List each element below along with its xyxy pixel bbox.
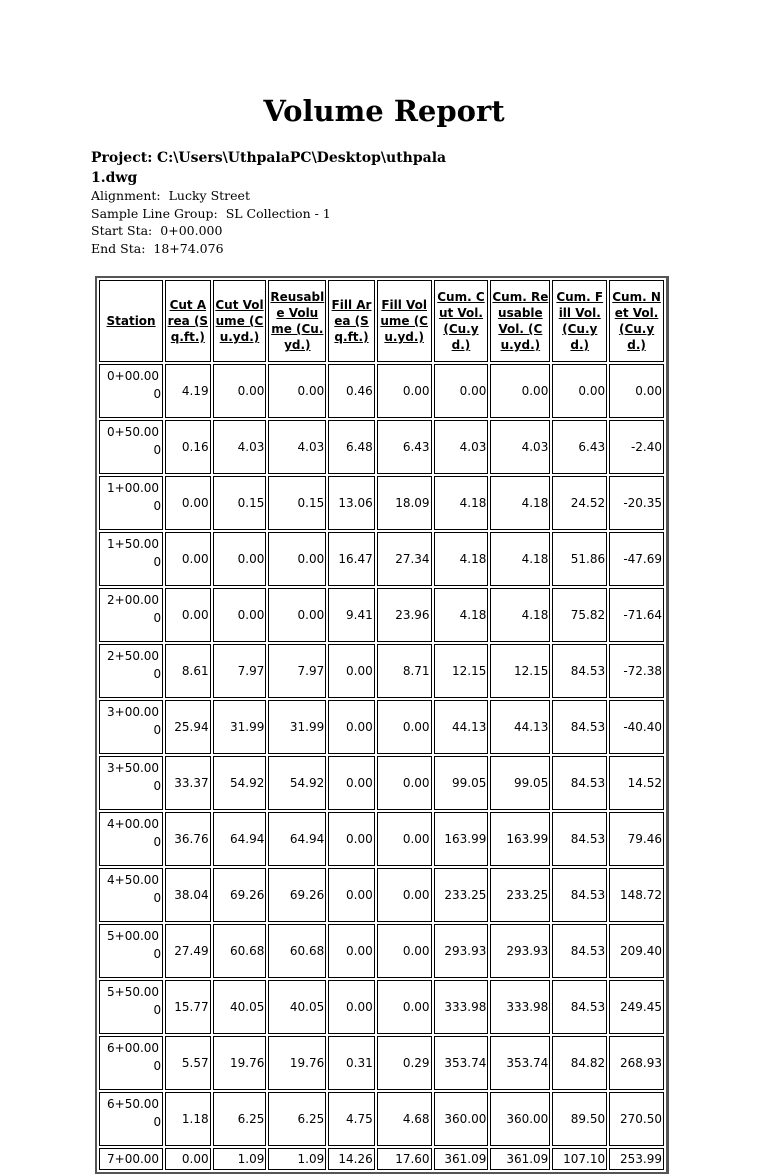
cum-reusable-vol-cell: 4.03 — [490, 420, 550, 474]
cut-area-cell: 4.19 — [165, 364, 210, 418]
reusable-volume-cell: 64.94 — [268, 812, 326, 866]
project-line-continued — [91, 168, 451, 188]
volume-table-frame — [95, 276, 669, 1174]
cum-net-vol-cell: 270.50 — [609, 1092, 664, 1146]
station-cell — [99, 700, 163, 754]
cum-reusable-vol-cell: 0.00 — [490, 364, 550, 418]
table-body — [99, 364, 664, 1170]
cum-cut-vol-cell: 44.13 — [434, 700, 489, 754]
cum-net-vol-cell: 14.52 — [609, 756, 664, 810]
fill-volume-cell: 6.43 — [377, 420, 432, 474]
station-value: 6+50.00 — [107, 1097, 160, 1111]
sample-line-group-label: Sample Line Group: — [91, 206, 218, 221]
station-value: 7+00.00 — [107, 1152, 160, 1166]
fill-area-cell: 9.41 — [328, 588, 375, 642]
alignment-label: Alignment: — [91, 188, 161, 203]
cum-net-vol-cell: -20.35 — [609, 476, 664, 530]
cut-area-cell: 0.00 — [165, 1148, 210, 1170]
cut-volume-cell: 0.00 — [213, 588, 267, 642]
cum-net-vol-cell: 0.00 — [609, 364, 664, 418]
cum-cut-vol-cell: 361.09 — [434, 1148, 489, 1170]
reusable-volume-cell: 1.09 — [268, 1148, 326, 1170]
cut-area-cell: 5.57 — [165, 1036, 210, 1090]
cum-reusable-vol-cell: 44.13 — [490, 700, 550, 754]
station-cell — [99, 924, 163, 978]
station-value-continued: 0 — [153, 667, 162, 681]
table-row — [99, 476, 664, 530]
cum-net-vol-cell: 79.46 — [609, 812, 664, 866]
station-value-continued: 0 — [153, 947, 162, 961]
fill-volume-cell: 4.68 — [377, 1092, 432, 1146]
table-row — [99, 1148, 664, 1170]
fill-area-cell: 14.26 — [328, 1148, 375, 1170]
cum-reusable-vol-cell: 4.18 — [490, 532, 550, 586]
report-title: Volume Report — [263, 94, 505, 128]
cum-reusable-vol-cell: 293.93 — [490, 924, 550, 978]
cum-net-vol-cell: -40.40 — [609, 700, 664, 754]
cum-cut-vol-cell: 353.74 — [434, 1036, 489, 1090]
start-station-line — [91, 222, 222, 240]
table-row — [99, 700, 664, 754]
reusable-volume-cell: 54.92 — [268, 756, 326, 810]
table-row — [99, 980, 664, 1034]
cum-fill-vol-cell: 89.50 — [552, 1092, 607, 1146]
column-header-station: Station — [99, 280, 163, 362]
cut-area-cell: 0.00 — [165, 532, 210, 586]
fill-area-cell: 16.47 — [328, 532, 375, 586]
cum-fill-vol-cell: 51.86 — [552, 532, 607, 586]
alignment-line — [91, 187, 250, 205]
station-cell — [99, 420, 163, 474]
station-cell — [99, 756, 163, 810]
cum-cut-vol-cell: 360.00 — [434, 1092, 489, 1146]
cut-volume-cell: 69.26 — [213, 868, 267, 922]
column-header-reusable-volume: Reusable Volume (Cu.yd.) — [268, 280, 326, 362]
cum-cut-vol-cell: 293.93 — [434, 924, 489, 978]
station-value: 4+50.00 — [107, 873, 160, 887]
station-cell — [99, 1148, 163, 1170]
station-value-continued: 0 — [153, 611, 162, 625]
cum-net-vol-cell: 249.45 — [609, 980, 664, 1034]
end-station-label: End Sta: — [91, 241, 146, 256]
cum-reusable-vol-cell: 233.25 — [490, 868, 550, 922]
cum-reusable-vol-cell: 99.05 — [490, 756, 550, 810]
table-row — [99, 924, 664, 978]
reusable-volume-cell: 0.00 — [268, 532, 326, 586]
cum-net-vol-cell: -2.40 — [609, 420, 664, 474]
station-value: 5+50.00 — [107, 985, 160, 999]
reusable-volume-cell: 40.05 — [268, 980, 326, 1034]
cum-reusable-vol-cell: 353.74 — [490, 1036, 550, 1090]
station-value-continued: 0 — [153, 1003, 162, 1017]
cut-volume-cell: 60.68 — [213, 924, 267, 978]
cum-reusable-vol-cell: 360.00 — [490, 1092, 550, 1146]
fill-area-cell: 13.06 — [328, 476, 375, 530]
column-header-cum-net-vol: Cum. Net Vol. (Cu.yd.) — [609, 280, 664, 362]
station-value: 3+50.00 — [107, 761, 160, 775]
cum-fill-vol-cell: 84.53 — [552, 756, 607, 810]
station-value-continued: 0 — [153, 555, 162, 569]
cut-area-cell: 0.16 — [165, 420, 210, 474]
cum-fill-vol-cell: 84.53 — [552, 700, 607, 754]
station-cell — [99, 868, 163, 922]
table-row — [99, 644, 664, 698]
column-header-cut-volume: Cut Volume (Cu.yd.) — [213, 280, 267, 362]
cum-fill-vol-cell: 0.00 — [552, 364, 607, 418]
station-value: 5+00.00 — [107, 929, 160, 943]
cum-net-vol-cell: 268.93 — [609, 1036, 664, 1090]
cum-fill-vol-cell: 84.82 — [552, 1036, 607, 1090]
cut-volume-cell: 0.00 — [213, 532, 267, 586]
station-value-continued: 0 — [153, 835, 162, 849]
cum-fill-vol-cell: 6.43 — [552, 420, 607, 474]
reusable-volume-cell: 7.97 — [268, 644, 326, 698]
table-row — [99, 1092, 664, 1146]
project-line — [91, 148, 451, 168]
cum-cut-vol-cell: 4.18 — [434, 532, 489, 586]
station-value: 2+00.00 — [107, 593, 160, 607]
end-station-line — [91, 240, 224, 258]
cum-net-vol-cell: -47.69 — [609, 532, 664, 586]
fill-area-cell: 4.75 — [328, 1092, 375, 1146]
fill-area-cell: 0.00 — [328, 644, 375, 698]
station-cell — [99, 980, 163, 1034]
station-cell — [99, 364, 163, 418]
reusable-volume-cell: 0.00 — [268, 364, 326, 418]
cum-cut-vol-cell: 0.00 — [434, 364, 489, 418]
cut-area-cell: 1.18 — [165, 1092, 210, 1146]
column-header-fill-volume: Fill Volume (Cu.yd.) — [377, 280, 432, 362]
reusable-volume-cell: 0.00 — [268, 588, 326, 642]
cum-reusable-vol-cell: 12.15 — [490, 644, 550, 698]
station-value: 4+00.00 — [107, 817, 160, 831]
fill-area-cell: 0.00 — [328, 812, 375, 866]
cut-area-cell: 27.49 — [165, 924, 210, 978]
table-row — [99, 812, 664, 866]
station-value: 6+00.00 — [107, 1041, 160, 1055]
cut-area-cell: 25.94 — [165, 700, 210, 754]
cum-net-vol-cell: 148.72 — [609, 868, 664, 922]
station-value: 0+00.00 — [107, 369, 160, 383]
station-value-continued: 0 — [153, 1115, 162, 1129]
reusable-volume-cell: 19.76 — [268, 1036, 326, 1090]
fill-area-cell: 0.31 — [328, 1036, 375, 1090]
cum-fill-vol-cell: 107.10 — [552, 1148, 607, 1170]
station-cell — [99, 1092, 163, 1146]
station-value-continued: 0 — [153, 723, 162, 737]
column-header-cum-reusable-vol: Cum. Reusable Vol. (Cu.yd.) — [490, 280, 550, 362]
station-cell — [99, 1036, 163, 1090]
fill-area-cell: 6.48 — [328, 420, 375, 474]
station-value: 2+50.00 — [107, 649, 160, 663]
fill-area-cell: 0.46 — [328, 364, 375, 418]
cum-fill-vol-cell: 84.53 — [552, 644, 607, 698]
cut-volume-cell: 4.03 — [213, 420, 267, 474]
project-label: Project: — [91, 150, 153, 166]
table-row — [99, 756, 664, 810]
fill-area-cell: 0.00 — [328, 756, 375, 810]
cut-volume-cell: 40.05 — [213, 980, 267, 1034]
cut-volume-cell: 7.97 — [213, 644, 267, 698]
project-path: C:\Users\UthpalaPC\Desktop\uthpala — [157, 150, 447, 166]
station-value-continued: 0 — [153, 387, 162, 401]
column-header-cum-fill-vol: Cum. Fill Vol. (Cu.yd.) — [552, 280, 607, 362]
cum-reusable-vol-cell: 4.18 — [490, 476, 550, 530]
table-row — [99, 364, 664, 418]
fill-volume-cell: 0.00 — [377, 700, 432, 754]
fill-volume-cell: 0.00 — [377, 924, 432, 978]
fill-area-cell: 0.00 — [328, 924, 375, 978]
station-cell — [99, 532, 163, 586]
fill-volume-cell: 27.34 — [377, 532, 432, 586]
cum-cut-vol-cell: 4.18 — [434, 476, 489, 530]
table-row — [99, 868, 664, 922]
station-cell — [99, 812, 163, 866]
cut-area-cell: 38.04 — [165, 868, 210, 922]
cut-volume-cell: 64.94 — [213, 812, 267, 866]
fill-volume-cell: 0.00 — [377, 980, 432, 1034]
station-cell — [99, 476, 163, 530]
reusable-volume-cell: 4.03 — [268, 420, 326, 474]
reusable-volume-cell: 6.25 — [268, 1092, 326, 1146]
column-header-cut-area: Cut Area (Sq.ft.) — [165, 280, 210, 362]
cum-cut-vol-cell: 4.18 — [434, 588, 489, 642]
cum-net-vol-cell: 209.40 — [609, 924, 664, 978]
fill-volume-cell: 0.00 — [377, 756, 432, 810]
fill-volume-cell: 23.96 — [377, 588, 432, 642]
column-header-fill-area: Fill Area (Sq.ft.) — [328, 280, 375, 362]
station-value-continued: 0 — [153, 891, 162, 905]
table-row — [99, 532, 664, 586]
table-row — [99, 420, 664, 474]
cut-volume-cell: 54.92 — [213, 756, 267, 810]
sample-line-group-line — [91, 205, 331, 223]
cum-reusable-vol-cell: 4.18 — [490, 588, 550, 642]
reusable-volume-cell: 69.26 — [268, 868, 326, 922]
cut-area-cell: 36.76 — [165, 812, 210, 866]
cut-area-cell: 15.77 — [165, 980, 210, 1034]
reusable-volume-cell: 60.68 — [268, 924, 326, 978]
volume-table — [97, 278, 666, 1172]
column-header-cum-cut-vol: Cum. Cut Vol. (Cu.yd.) — [434, 280, 489, 362]
station-value: 1+50.00 — [107, 537, 160, 551]
start-station-value: 0+00.000 — [160, 223, 223, 238]
fill-volume-cell: 17.60 — [377, 1148, 432, 1170]
cum-cut-vol-cell: 4.03 — [434, 420, 489, 474]
table-row — [99, 1036, 664, 1090]
fill-volume-cell: 0.00 — [377, 812, 432, 866]
station-value-continued: 0 — [153, 779, 162, 793]
table-row — [99, 588, 664, 642]
fill-volume-cell: 0.00 — [377, 364, 432, 418]
reusable-volume-cell: 0.15 — [268, 476, 326, 530]
cum-cut-vol-cell: 233.25 — [434, 868, 489, 922]
cum-fill-vol-cell: 84.53 — [552, 812, 607, 866]
cut-area-cell: 33.37 — [165, 756, 210, 810]
cut-area-cell: 8.61 — [165, 644, 210, 698]
cut-volume-cell: 19.76 — [213, 1036, 267, 1090]
cum-fill-vol-cell: 24.52 — [552, 476, 607, 530]
fill-volume-cell: 8.71 — [377, 644, 432, 698]
alignment-value: Lucky Street — [168, 188, 250, 203]
cum-fill-vol-cell: 75.82 — [552, 588, 607, 642]
cum-fill-vol-cell: 84.53 — [552, 924, 607, 978]
station-value-continued: 0 — [153, 499, 162, 513]
fill-area-cell: 0.00 — [328, 980, 375, 1034]
project-path-continued: 1.dwg — [91, 170, 138, 186]
cum-reusable-vol-cell: 361.09 — [490, 1148, 550, 1170]
cut-volume-cell: 6.25 — [213, 1092, 267, 1146]
start-station-label: Start Sta: — [91, 223, 153, 238]
station-value-continued: 0 — [153, 443, 162, 457]
station-cell — [99, 588, 163, 642]
cut-area-cell: 0.00 — [165, 476, 210, 530]
cum-fill-vol-cell: 84.53 — [552, 868, 607, 922]
reusable-volume-cell: 31.99 — [268, 700, 326, 754]
table-header-row — [99, 280, 664, 362]
fill-volume-cell: 0.29 — [377, 1036, 432, 1090]
cum-fill-vol-cell: 84.53 — [552, 980, 607, 1034]
sample-line-group-value: SL Collection - 1 — [225, 206, 331, 221]
cum-net-vol-cell: -71.64 — [609, 588, 664, 642]
fill-area-cell: 0.00 — [328, 868, 375, 922]
cum-cut-vol-cell: 12.15 — [434, 644, 489, 698]
cum-cut-vol-cell: 99.05 — [434, 756, 489, 810]
cum-cut-vol-cell: 163.99 — [434, 812, 489, 866]
cum-cut-vol-cell: 333.98 — [434, 980, 489, 1034]
cum-net-vol-cell: 253.99 — [609, 1148, 664, 1170]
fill-volume-cell: 18.09 — [377, 476, 432, 530]
cut-volume-cell: 31.99 — [213, 700, 267, 754]
cum-net-vol-cell: -72.38 — [609, 644, 664, 698]
station-value: 0+50.00 — [107, 425, 160, 439]
cut-volume-cell: 0.15 — [213, 476, 267, 530]
cut-volume-cell: 0.00 — [213, 364, 267, 418]
station-value-continued: 0 — [153, 1059, 162, 1073]
cum-reusable-vol-cell: 163.99 — [490, 812, 550, 866]
fill-volume-cell: 0.00 — [377, 868, 432, 922]
fill-area-cell: 0.00 — [328, 700, 375, 754]
cut-area-cell: 0.00 — [165, 588, 210, 642]
station-cell — [99, 644, 163, 698]
end-station-value: 18+74.076 — [153, 241, 224, 256]
station-value: 3+00.00 — [107, 705, 160, 719]
station-value: 1+00.00 — [107, 481, 160, 495]
cum-reusable-vol-cell: 333.98 — [490, 980, 550, 1034]
cut-volume-cell: 1.09 — [213, 1148, 267, 1170]
